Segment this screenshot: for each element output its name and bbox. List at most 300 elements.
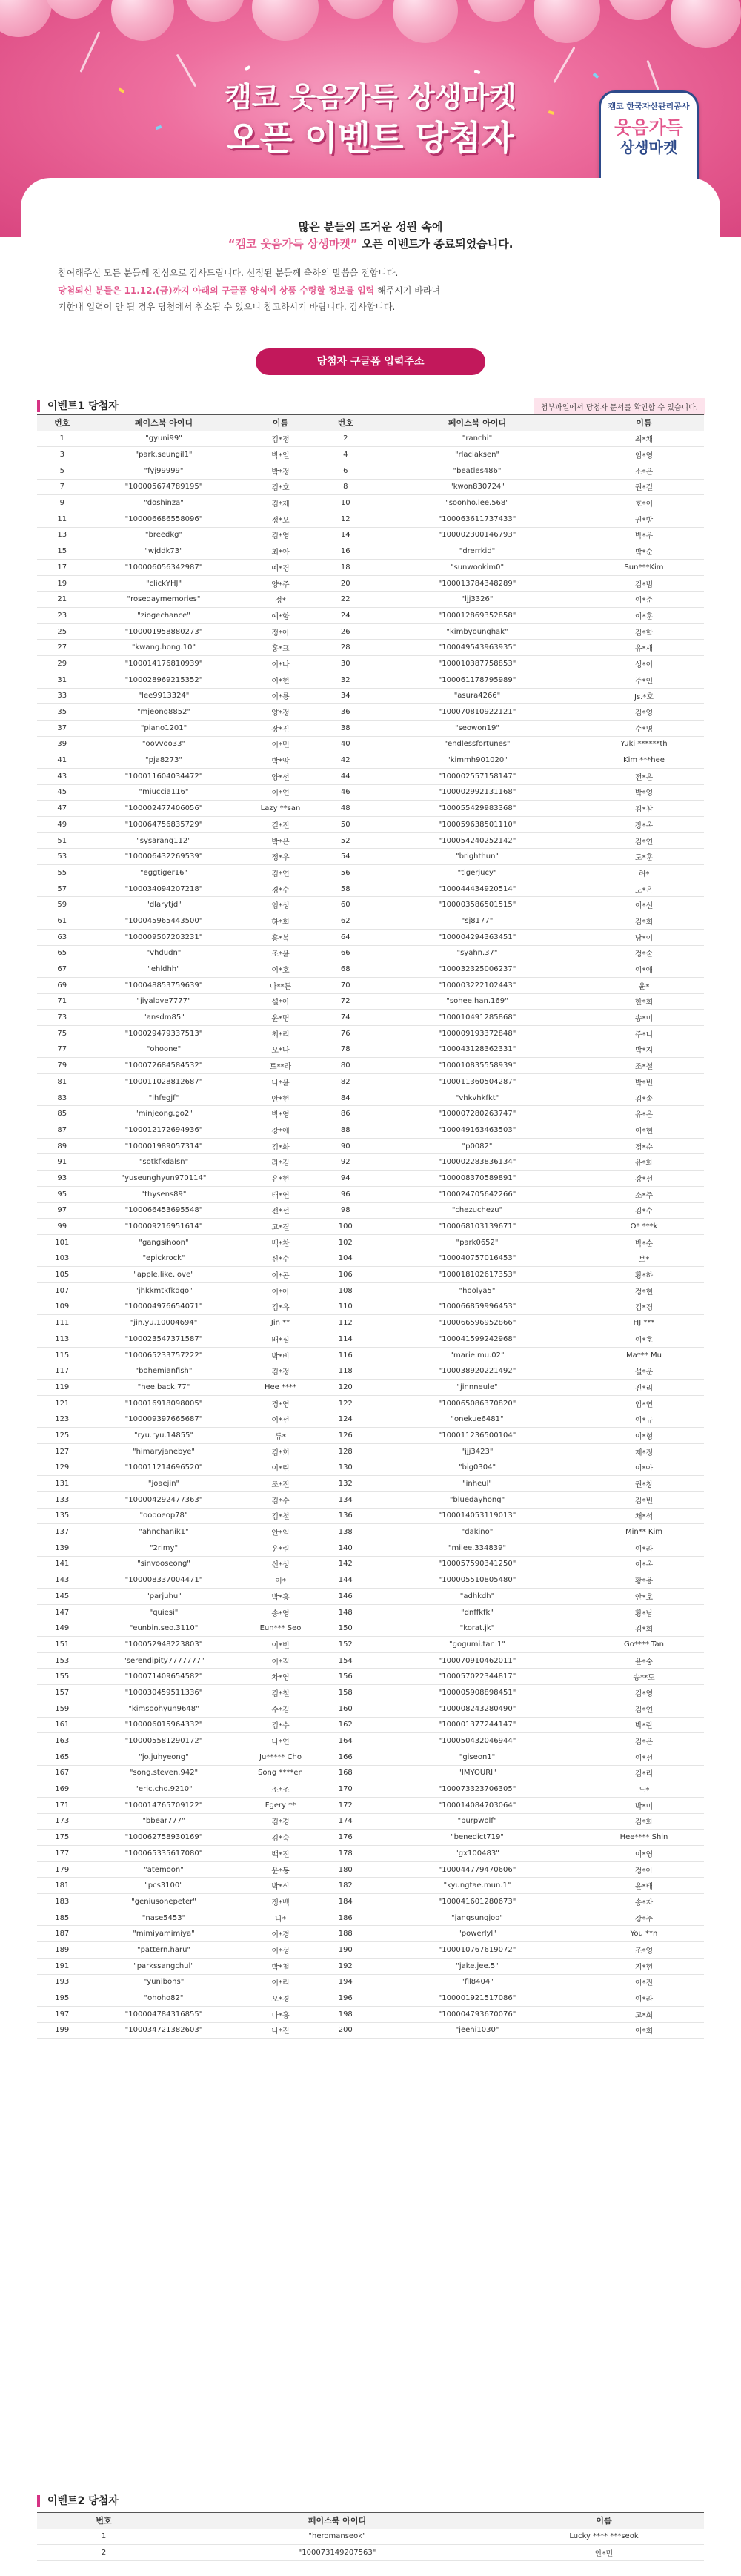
cell-name: 백*진 xyxy=(241,1846,321,1862)
cell-number: 126 xyxy=(321,1428,371,1444)
cell-facebook-id: "100043128362331" xyxy=(370,1042,584,1058)
cell-number: 91 xyxy=(37,1154,87,1171)
cell-name: 안*민 xyxy=(504,2545,704,2561)
cell-facebook-id: "100054240252142" xyxy=(370,832,584,849)
cell-number: 74 xyxy=(321,1010,371,1026)
cell-name: 태*연 xyxy=(241,1186,321,1202)
cell-number: 71 xyxy=(37,993,87,1010)
cell-number: 19 xyxy=(37,575,87,592)
table-row xyxy=(37,1540,704,1556)
table-row xyxy=(37,543,704,560)
cell-facebook-id: "100012172694936" xyxy=(87,1122,241,1139)
cell-facebook-id: "100014765709122" xyxy=(87,1797,241,1813)
cell-name: 정*아 xyxy=(584,1861,704,1878)
table-row xyxy=(37,752,704,769)
cell-number: 185 xyxy=(37,1910,87,1926)
table-row xyxy=(37,1331,704,1348)
table-row xyxy=(37,463,704,479)
cell-number: 181 xyxy=(37,1878,87,1894)
cell-number: 82 xyxy=(321,1074,371,1090)
cell-name: 박*빈 xyxy=(584,1074,704,1090)
cell-name: 이*호 xyxy=(241,961,321,978)
table-row xyxy=(37,768,704,784)
table-row xyxy=(37,1428,704,1444)
cell-facebook-id: "gx100483" xyxy=(370,1846,584,1862)
table-row xyxy=(37,640,704,656)
cell-name: 권*길 xyxy=(584,479,704,495)
cell-facebook-id: "beatles486" xyxy=(370,463,584,479)
table-row xyxy=(37,2545,704,2561)
cell-name: 윤*태 xyxy=(584,1878,704,1894)
cell-facebook-id: "pcs3100" xyxy=(87,1878,241,1894)
cell-number: 178 xyxy=(321,1846,371,1862)
cell-name: 이*린 xyxy=(241,1460,321,1476)
cell-name: 박*정 xyxy=(241,463,321,479)
cell-number: 11 xyxy=(37,511,87,527)
cell-name: 박*식 xyxy=(241,1878,321,1894)
table-row xyxy=(37,1443,704,1460)
table-row xyxy=(37,1010,704,1026)
table-row xyxy=(37,1685,704,1701)
cell-number: 35 xyxy=(37,704,87,721)
cell-number: 198 xyxy=(321,2006,371,2022)
cell-facebook-id: "wjddk73" xyxy=(87,543,241,560)
cell-facebook-id: "jo.juhyeong" xyxy=(87,1749,241,1765)
google-form-button[interactable]: 당첨자 구글폼 입력주소 xyxy=(256,348,485,375)
cell-facebook-id: "100001958880273" xyxy=(87,623,241,640)
cell-facebook-id: "100004784316855" xyxy=(87,2006,241,2022)
cell-number: 15 xyxy=(37,543,87,560)
cell-name: 도*은 xyxy=(584,881,704,897)
cell-facebook-id: "100011360504287" xyxy=(370,1074,584,1090)
cell-number: 158 xyxy=(321,1685,371,1701)
cell-facebook-id: "100044434920514" xyxy=(370,881,584,897)
cell-name: 강*선 xyxy=(584,1171,704,1187)
cell-name: 유*은 xyxy=(584,1106,704,1122)
cell-name: 김*유 xyxy=(241,1299,321,1315)
cell-facebook-id: "100003222102443" xyxy=(370,977,584,993)
cell-number: 187 xyxy=(37,1926,87,1942)
cell-facebook-id: "100005674789195" xyxy=(87,479,241,495)
table-row xyxy=(37,784,704,801)
cell-facebook-id: "100048853759639" xyxy=(87,977,241,993)
cell-facebook-id: "sj8177" xyxy=(370,913,584,930)
cell-facebook-id: "100010387758853" xyxy=(370,656,584,672)
cell-name: 차*영 xyxy=(241,1669,321,1685)
cell-facebook-id: "miuccia116" xyxy=(87,784,241,801)
cell-number: 146 xyxy=(321,1589,371,1605)
cell-number: 39 xyxy=(37,736,87,752)
cell-number: 123 xyxy=(37,1411,87,1428)
cell-number: 110 xyxy=(321,1299,371,1315)
cell-name: 박*은 xyxy=(241,832,321,849)
desc-paragraph-3: 기한내 입력이 안 될 경우 당첨에서 취소될 수 있으니 참고하시기 바랍니다. 감사합니다. xyxy=(58,302,396,312)
table-row xyxy=(37,1042,704,1058)
cell-name: 이*직 xyxy=(241,1652,321,1669)
cell-number: 30 xyxy=(321,656,371,672)
cell-facebook-id: "dakino" xyxy=(370,1524,584,1540)
cell-facebook-id: "100010491285868" xyxy=(370,1010,584,1026)
table-row xyxy=(37,1411,704,1428)
cell-number: 84 xyxy=(321,1090,371,1106)
cell-name: 임*영 xyxy=(584,447,704,463)
cell-name: 이* xyxy=(241,1572,321,1589)
cell-name: 경*수 xyxy=(241,881,321,897)
cell-facebook-id: "clickYHJ" xyxy=(87,575,241,592)
cell-number: 37 xyxy=(37,720,87,736)
cell-name: 김*솔 xyxy=(584,1090,704,1106)
cell-number: 21 xyxy=(37,592,87,608)
cell-name: Eun*** Seo xyxy=(241,1620,321,1637)
table-row xyxy=(37,1299,704,1315)
cell-number: 17 xyxy=(37,560,87,576)
cell-facebook-id: "kwang.hong.10" xyxy=(87,640,241,656)
cell-name: 한*희 xyxy=(584,993,704,1010)
cell-number: 137 xyxy=(37,1524,87,1540)
cell-name: 김*빈 xyxy=(584,1491,704,1508)
balloon-decoration xyxy=(185,0,245,22)
table-row xyxy=(37,623,704,640)
cell-number: 61 xyxy=(37,913,87,930)
cell-facebook-id: "jin.yu.10004694" xyxy=(87,1315,241,1331)
table-row xyxy=(37,849,704,865)
cell-facebook-id: "mimiyamimiya" xyxy=(87,1926,241,1942)
cell-facebook-id: "ziogechance" xyxy=(87,608,241,624)
cell-number: 160 xyxy=(321,1701,371,1717)
cell-facebook-id: "100002992131168" xyxy=(370,784,584,801)
cell-number: 66 xyxy=(321,945,371,961)
cell-facebook-id: "kwon830724" xyxy=(370,479,584,495)
cell-number: 105 xyxy=(37,1267,87,1283)
cell-facebook-id: "100010767619072" xyxy=(370,1942,584,1959)
cell-number: 129 xyxy=(37,1460,87,1476)
cell-number: 13 xyxy=(37,527,87,543)
cell-number: 55 xyxy=(37,865,87,881)
cell-name: 고*결 xyxy=(241,1219,321,1235)
cell-number: 179 xyxy=(37,1861,87,1878)
cell-number: 2 xyxy=(321,431,371,447)
cell-number: 159 xyxy=(37,1701,87,1717)
table-row xyxy=(37,1878,704,1894)
cell-name: 윤*숭 xyxy=(584,1652,704,1669)
cell-facebook-id: "100070910462011" xyxy=(370,1652,584,1669)
table-row xyxy=(37,1620,704,1637)
cell-number: 117 xyxy=(37,1363,87,1380)
cell-number: 121 xyxy=(37,1395,87,1411)
balloon-decoration xyxy=(467,0,526,22)
cell-name: 배*심 xyxy=(241,1331,321,1348)
cell-number: 22 xyxy=(321,592,371,608)
cell-facebook-id: "100071409654582" xyxy=(87,1669,241,1685)
cell-facebook-id: "sohee.han.169" xyxy=(370,993,584,1010)
cell-number: 9 xyxy=(37,495,87,511)
cell-facebook-id: "100007280263747" xyxy=(370,1106,584,1122)
cell-facebook-id: "asura4266" xyxy=(370,688,584,704)
cell-number: 60 xyxy=(321,897,371,913)
streamer-decoration xyxy=(79,31,100,73)
cell-facebook-id: "ihfegjf" xyxy=(87,1090,241,1106)
cell-facebook-id: "100059638501110" xyxy=(370,817,584,833)
cell-number: 56 xyxy=(321,865,371,881)
cell-name: 박*일 xyxy=(241,447,321,463)
table-row xyxy=(37,672,704,688)
cell-number: 73 xyxy=(37,1010,87,1026)
cell-facebook-id: "fyj99999" xyxy=(87,463,241,479)
cell-name: 조*윤 xyxy=(241,945,321,961)
cell-name: 이*호 xyxy=(584,1331,704,1348)
cell-name: 보* xyxy=(584,1251,704,1267)
balloon-decoration xyxy=(671,0,741,48)
cell-facebook-id: "100012869352858" xyxy=(370,608,584,624)
cell-number: 97 xyxy=(37,1202,87,1219)
cell-name: 박*비 xyxy=(241,1347,321,1363)
cell-number: 88 xyxy=(321,1122,371,1139)
cell-number: 199 xyxy=(37,2022,87,2039)
cell-name: 박*미 xyxy=(584,1797,704,1813)
cell-number: 152 xyxy=(321,1637,371,1653)
desc-paragraph-2-rest: 해주시기 바라며 xyxy=(374,285,441,296)
cell-number: 166 xyxy=(321,1749,371,1765)
cell-number: 103 xyxy=(37,1251,87,1267)
cell-number: 8 xyxy=(321,479,371,495)
cell-facebook-id: "100063611737433" xyxy=(370,511,584,527)
cell-number: 87 xyxy=(37,1122,87,1139)
cell-facebook-id: "song.steven.942" xyxy=(87,1765,241,1781)
cell-name: 예*경 xyxy=(241,560,321,576)
table-row xyxy=(37,1524,704,1540)
cell-name: 최*아 xyxy=(241,543,321,560)
hero-title-line1: 캠코 웃음가득 상생마켓 xyxy=(225,81,516,113)
table-row xyxy=(37,1074,704,1090)
cell-number: 100 xyxy=(321,1219,371,1235)
cell-number: 164 xyxy=(321,1733,371,1749)
cell-number: 119 xyxy=(37,1380,87,1396)
cell-name: 김*제 xyxy=(241,495,321,511)
cell-name: 이*준 xyxy=(584,592,704,608)
table-row xyxy=(37,1765,704,1781)
cell-name: 라*김 xyxy=(241,1154,321,1171)
table-row xyxy=(37,1025,704,1042)
cell-number: 14 xyxy=(321,527,371,543)
cell-facebook-id: "atemoon" xyxy=(87,1861,241,1878)
cell-number: 182 xyxy=(321,1878,371,1894)
cell-facebook-id: "bohemianfish" xyxy=(87,1363,241,1380)
table-row xyxy=(37,1058,704,1074)
cell-number: 1 xyxy=(37,2529,170,2545)
table-row xyxy=(37,688,704,704)
table-row xyxy=(37,1701,704,1717)
cell-number: 58 xyxy=(321,881,371,897)
cell-facebook-id: "big0304" xyxy=(370,1460,584,1476)
cell-facebook-id: "soonho.lee.568" xyxy=(370,495,584,511)
table-row xyxy=(37,1830,704,1846)
cell-name: 정*백 xyxy=(241,1894,321,1910)
cell-facebook-id: "sinvooseong" xyxy=(87,1556,241,1572)
cell-name: 류* xyxy=(241,1428,321,1444)
cell-name: 이*아 xyxy=(241,1282,321,1299)
attachment-note: 첨부파일에서 당첨자 문서를 확인할 수 있습니다. xyxy=(534,398,705,415)
cell-number: 184 xyxy=(321,1894,371,1910)
cell-facebook-id: "100032325006237" xyxy=(370,961,584,978)
cell-number: 195 xyxy=(37,1990,87,2007)
cell-facebook-id: "eggtiger16" xyxy=(87,865,241,881)
cell-name: 윤*동 xyxy=(241,1861,321,1878)
cell-facebook-id: "kimsoohyun9648" xyxy=(87,1701,241,1717)
cell-name: 정*순 xyxy=(584,1138,704,1154)
cell-number: 75 xyxy=(37,1025,87,1042)
table-row xyxy=(37,656,704,672)
cell-facebook-id: "100014084703064" xyxy=(370,1797,584,1813)
cell-name: 김*수 xyxy=(241,1491,321,1508)
cell-number: 36 xyxy=(321,704,371,721)
cell-number: 18 xyxy=(321,560,371,576)
cell-facebook-id: "100030459511336" xyxy=(87,1685,241,1701)
cell-name: Lucky **** ***seok xyxy=(504,2529,704,2545)
cell-name: 김*화 xyxy=(584,1813,704,1830)
table-row xyxy=(37,1380,704,1396)
table-row xyxy=(37,993,704,1010)
table-row xyxy=(37,1315,704,1331)
cell-name: 이*규 xyxy=(584,1411,704,1428)
cell-name: 정*오 xyxy=(241,511,321,527)
cell-number: 153 xyxy=(37,1652,87,1669)
cell-facebook-id: "100028969215352" xyxy=(87,672,241,688)
table-row xyxy=(37,447,704,463)
cell-number: 57 xyxy=(37,881,87,897)
cell-facebook-id: "100004294363451" xyxy=(370,929,584,945)
table-row xyxy=(37,1652,704,1669)
cell-name: 이*선 xyxy=(584,897,704,913)
cell-number: 132 xyxy=(321,1476,371,1492)
cell-number: 193 xyxy=(37,1974,87,1990)
cell-facebook-id: "vhdudn" xyxy=(87,945,241,961)
cell-number: 31 xyxy=(37,672,87,688)
cell-number: 135 xyxy=(37,1508,87,1524)
cell-name: 소*은 xyxy=(584,463,704,479)
cell-facebook-id: "100066596952866" xyxy=(370,1315,584,1331)
cell-number: 116 xyxy=(321,1347,371,1363)
cell-facebook-id: "ryu.ryu.14855" xyxy=(87,1428,241,1444)
table-row xyxy=(37,1282,704,1299)
cell-number: 172 xyxy=(321,1797,371,1813)
table-row xyxy=(37,479,704,495)
deadline-highlight: 당첨되신 분들은 11.12.(금)까지 아래의 구글폼 양식에 상품 수령할 정보를 입력 xyxy=(58,285,375,296)
cell-name: 길*진 xyxy=(241,817,321,833)
cell-number: 69 xyxy=(37,977,87,993)
cell-name: 박*철 xyxy=(241,1958,321,1974)
cell-name: 박*암 xyxy=(241,752,321,769)
col-header-facebook-id: 페이스북 아이디 xyxy=(87,414,241,431)
cell-facebook-id: "jeehi1030" xyxy=(370,2022,584,2039)
cell-number: 40 xyxy=(321,736,371,752)
cell-number: 169 xyxy=(37,1781,87,1798)
cell-name: 나* xyxy=(241,1910,321,1926)
cell-facebook-id: "100023547371587" xyxy=(87,1331,241,1348)
table-row xyxy=(37,431,704,447)
cell-facebook-id: "100004976654071" xyxy=(87,1299,241,1315)
cell-facebook-id: "oovvoo33" xyxy=(87,736,241,752)
cell-number: 94 xyxy=(321,1171,371,1187)
cell-facebook-id: "ljj3326" xyxy=(370,592,584,608)
cell-facebook-id: "doshinza" xyxy=(87,495,241,511)
table-row xyxy=(37,817,704,833)
cell-name: 김*학 xyxy=(584,623,704,640)
cell-name: 김*숙 xyxy=(241,1830,321,1846)
cell-facebook-id: "100001377244147" xyxy=(370,1717,584,1733)
cell-number: 107 xyxy=(37,1282,87,1299)
cell-number: 24 xyxy=(321,608,371,624)
cell-number: 3 xyxy=(37,447,87,463)
cell-facebook-id: "100034721382603" xyxy=(87,2022,241,2039)
cell-name: 김*희 xyxy=(241,1443,321,1460)
cell-name: 전*선 xyxy=(241,1202,321,1219)
cell-facebook-id: "gangsihoon" xyxy=(87,1234,241,1251)
cell-facebook-id: "himaryjanebye" xyxy=(87,1443,241,1460)
cell-number: 38 xyxy=(321,720,371,736)
cell-name: 임*성 xyxy=(241,897,321,913)
cell-name: 하*희 xyxy=(241,913,321,930)
cell-name: 이*라 xyxy=(584,1990,704,2007)
cell-name: 소*조 xyxy=(241,1781,321,1798)
cell-facebook-id: "100006686558096" xyxy=(87,511,241,527)
cell-name: 양*주 xyxy=(241,575,321,592)
table-row xyxy=(37,961,704,978)
cell-facebook-id: "ohoho82" xyxy=(87,1990,241,2007)
cell-facebook-id: "100002477406056" xyxy=(87,801,241,817)
cell-facebook-id: "100016918098005" xyxy=(87,1395,241,1411)
table-row xyxy=(37,1781,704,1798)
cell-number: 127 xyxy=(37,1443,87,1460)
table-row xyxy=(37,1106,704,1122)
cell-number: 1 xyxy=(37,431,87,447)
cell-facebook-id: "sotkfkdalsn" xyxy=(87,1154,241,1171)
cell-facebook-id: "100011028812687" xyxy=(87,1074,241,1090)
cell-name: 이*형 xyxy=(584,1428,704,1444)
table-row xyxy=(37,1813,704,1830)
cell-name: Js.*호 xyxy=(584,688,704,704)
cell-name: 도*훈 xyxy=(584,849,704,865)
cell-number: 102 xyxy=(321,1234,371,1251)
cell-name: 김*수 xyxy=(241,1717,321,1733)
cell-facebook-id: "milee.334839" xyxy=(370,1540,584,1556)
cell-number: 98 xyxy=(321,1202,371,1219)
table-row xyxy=(37,1202,704,1219)
badge-line1: 웃음가득 xyxy=(614,117,683,138)
cell-number: 52 xyxy=(321,832,371,849)
cell-name: 이*영 xyxy=(584,1846,704,1862)
cell-name: 김*호 xyxy=(241,479,321,495)
cell-number: 29 xyxy=(37,656,87,672)
balloon-decoration xyxy=(111,0,174,41)
cell-number: 141 xyxy=(37,1556,87,1572)
confetti-decoration xyxy=(245,65,251,71)
cell-facebook-id: "p0082" xyxy=(370,1138,584,1154)
cell-name: 김*참 xyxy=(584,801,704,817)
cell-number: 48 xyxy=(321,801,371,817)
cell-number: 85 xyxy=(37,1106,87,1122)
cell-facebook-id: "100008370589891" xyxy=(370,1171,584,1187)
cell-number: 92 xyxy=(321,1154,371,1171)
cell-number: 45 xyxy=(37,784,87,801)
cell-name: 송**도 xyxy=(584,1669,704,1685)
cell-facebook-id: "purpwolf" xyxy=(370,1813,584,1830)
cell-facebook-id: "epickrock" xyxy=(87,1251,241,1267)
cell-facebook-id: "bluedayhong" xyxy=(370,1491,584,1508)
cell-number: 109 xyxy=(37,1299,87,1315)
cell-number: 180 xyxy=(321,1861,371,1878)
cell-name: O* ***k xyxy=(584,1219,704,1235)
col-header-name: 이름 xyxy=(241,414,321,431)
